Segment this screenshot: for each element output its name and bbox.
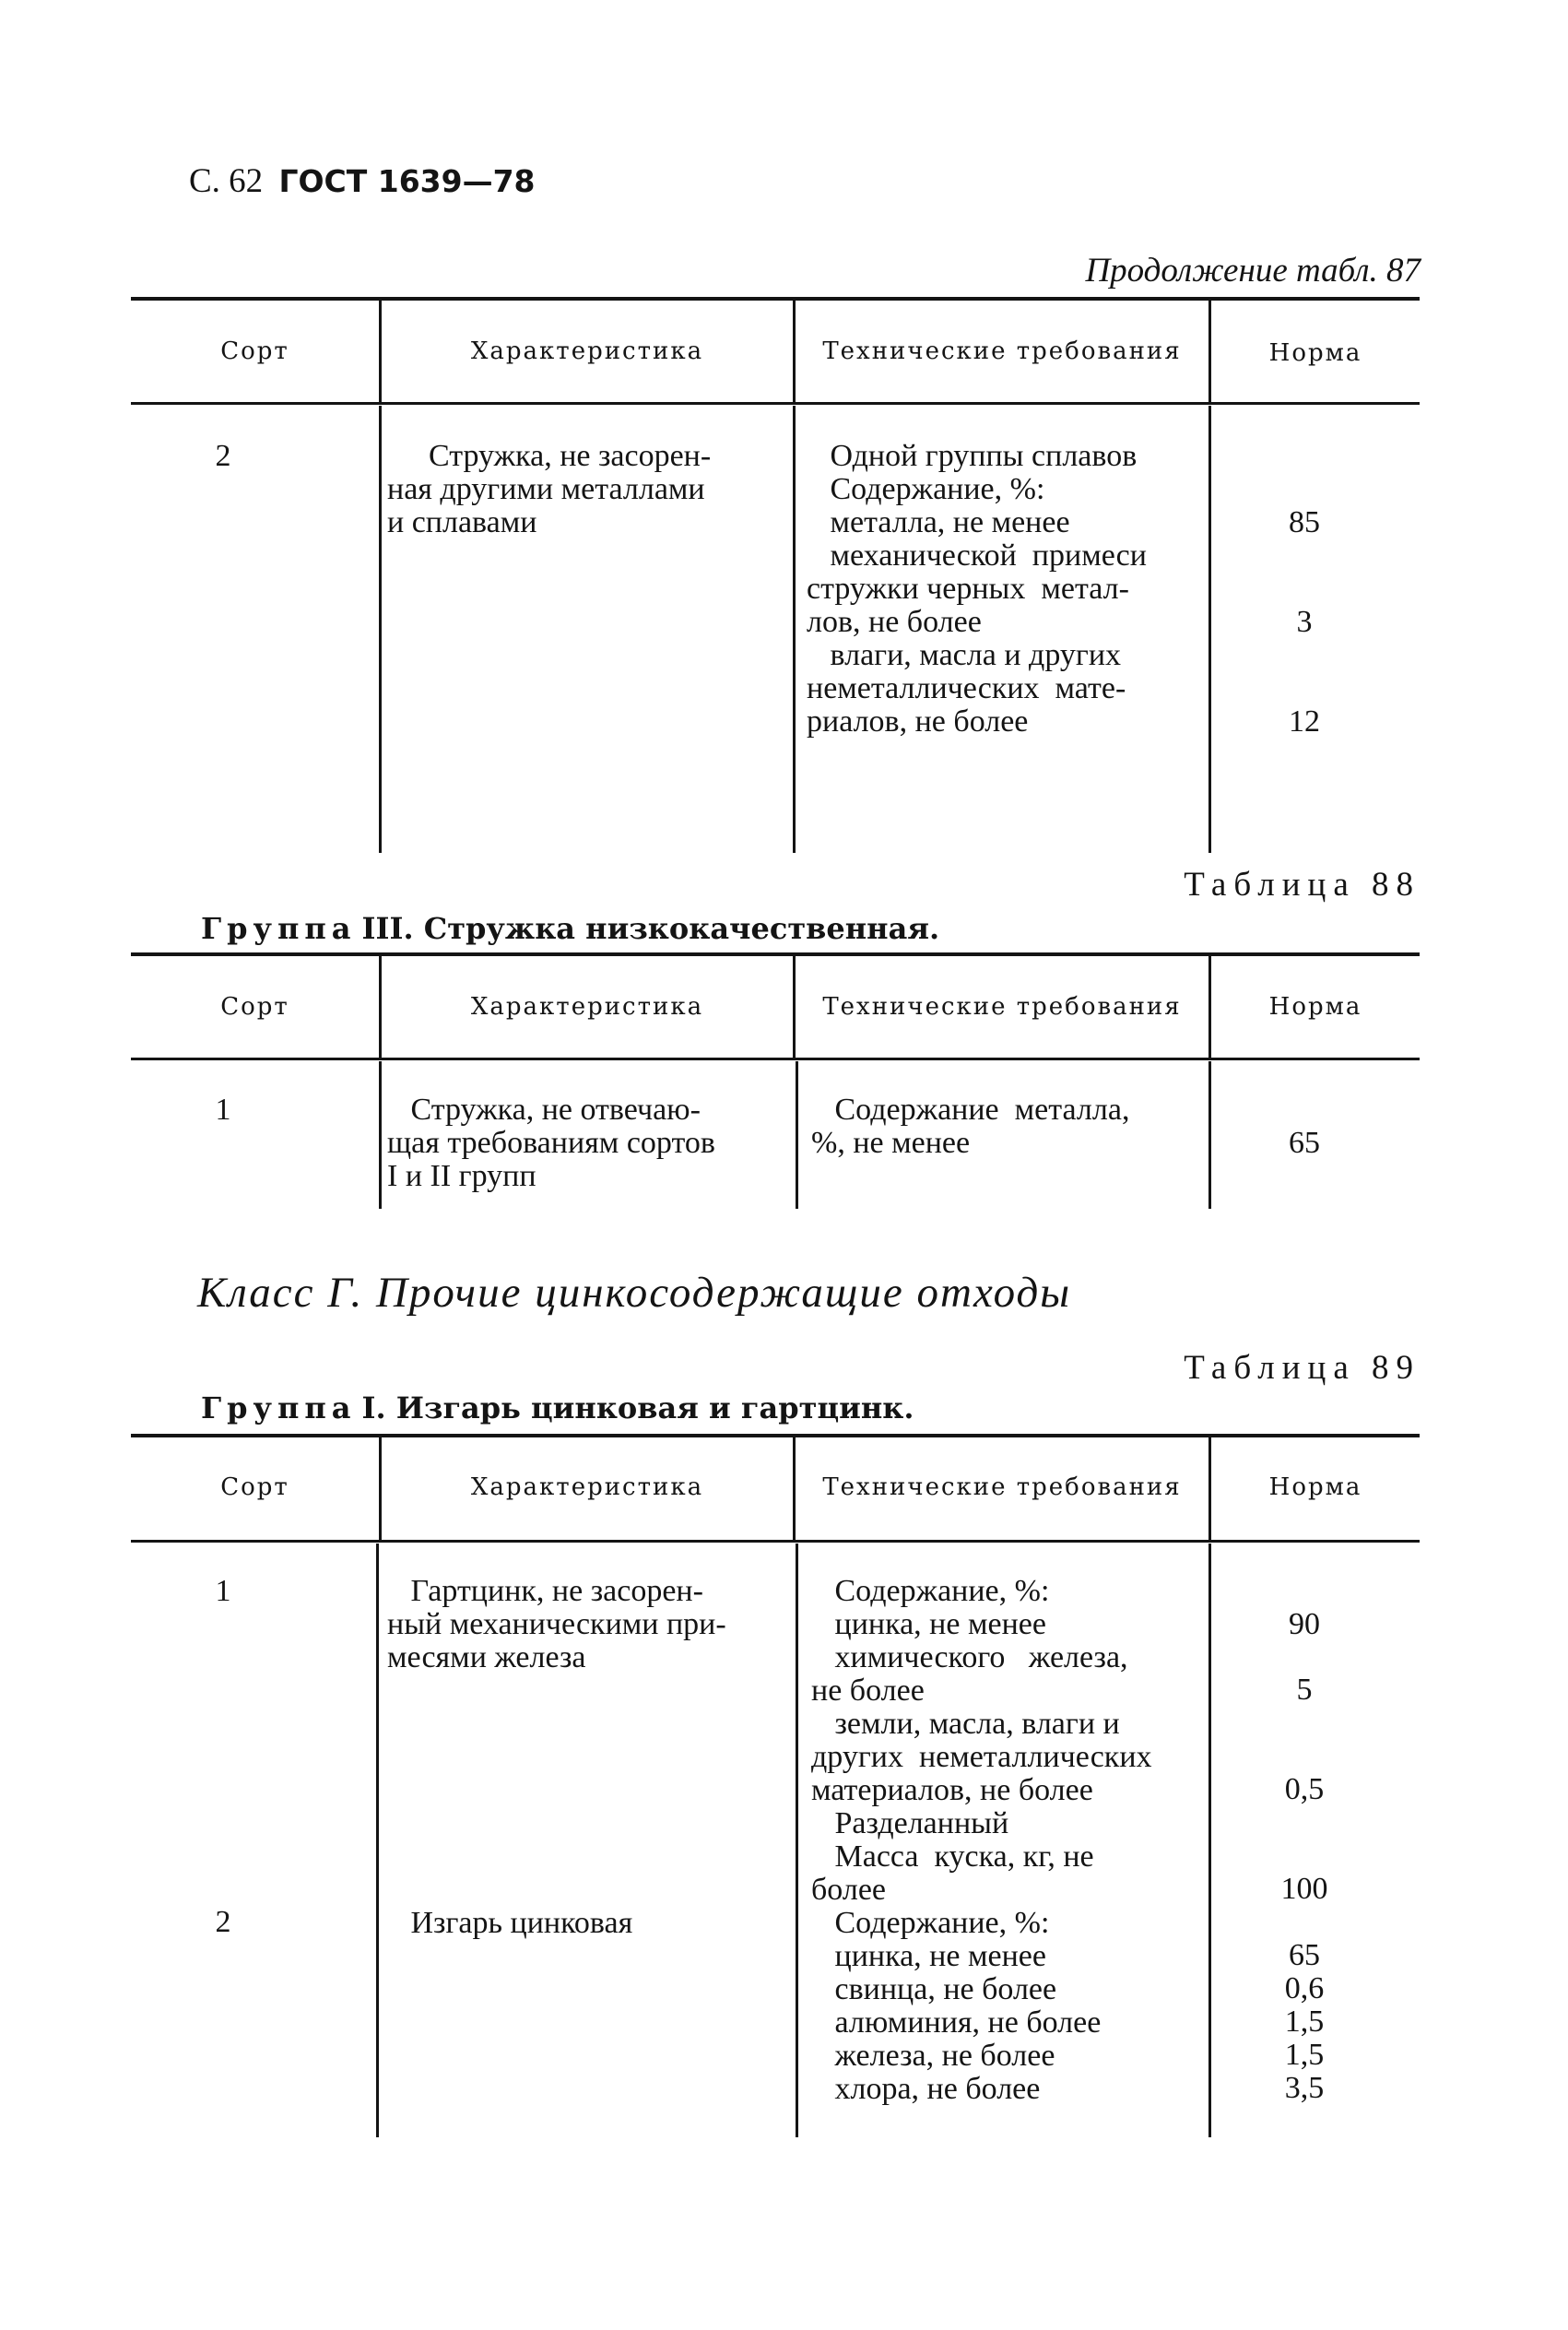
standard-number: ГОСТ 1639—78 <box>278 163 536 199</box>
header-requirements: Технические требования <box>822 993 1182 1021</box>
column-divider <box>376 1543 379 2137</box>
group-name: I. Изгарь цинковая и гартцинк. <box>361 1390 914 1425</box>
table-89-caption: Таблица 89 <box>1184 1349 1421 1387</box>
requirements-text: Содержание, %: цинка, не менее свинца, не более алюминия, не более железа, не более хлора, не более <box>834 1906 1102 2106</box>
characteristic-text: Стружка, не засорен- ная другими металлами и сплавами <box>387 439 712 539</box>
header-norm: Норма <box>1268 339 1362 367</box>
column-divider <box>1208 1061 1211 1209</box>
header-characteristic: Характеристика <box>470 337 704 365</box>
characteristic-text: Изгарь цинковая <box>387 1906 633 1940</box>
table-top-rule <box>131 1434 1420 1437</box>
class-title: Класс Г. Прочие цинкосодержащие отходы <box>197 1269 1072 1317</box>
header-sort: Сорт <box>220 337 289 365</box>
group-word: Группа <box>201 1390 357 1425</box>
sort-value: 1 <box>215 1093 231 1127</box>
group-word: Группа <box>201 911 357 946</box>
norm-value: 0,6 <box>1284 1971 1325 2005</box>
characteristic-text: Стружка, не отвечаю- щая требованиям сортов I и II групп <box>387 1093 715 1193</box>
column-divider <box>1208 1543 1211 2137</box>
column-divider <box>793 406 796 853</box>
requirements-text: Одной группы сплавов Содержание, %: металла, не менее механической примеси стружки черных метал- лов, не более влаги, масла и других неметаллических мате- риалов, не более <box>807 439 1147 739</box>
characteristic-text: Гартцинк, не засорен- ный механическими при- месями железа <box>387 1574 726 1674</box>
sort-value: 2 <box>215 1905 231 1939</box>
norm-value: 100 <box>1280 1872 1328 1906</box>
norm-value: 0,5 <box>1284 1772 1325 1806</box>
table-top-rule <box>131 297 1420 301</box>
group-title <box>201 911 939 946</box>
norm-value: 85 <box>1289 505 1320 539</box>
page-header <box>189 161 536 201</box>
table-88-caption: Таблица 88 <box>1184 866 1421 904</box>
column-divider <box>796 1061 798 1209</box>
header-requirements: Технические требования <box>822 1473 1182 1501</box>
group-title <box>201 1390 914 1425</box>
norm-value: 3 <box>1296 605 1313 639</box>
header-sort: Сорт <box>220 993 289 1021</box>
continuation-caption: Продолжение табл. 87 <box>1085 252 1421 290</box>
table-header-rule <box>131 1540 1420 1543</box>
requirements-text: Содержание металла, %, не менее <box>811 1093 1130 1160</box>
table-header-rule <box>131 1058 1420 1060</box>
sort-value: 1 <box>215 1574 231 1608</box>
requirements-text: Содержание, %: цинка, не менее химического железа, не более земли, масла, влаги и других неметаллических материалов, не более Разделанный Масса куска, кг, не более <box>811 1574 1152 1907</box>
header-sort: Сорт <box>220 1473 289 1501</box>
header-characteristic: Характеристика <box>470 1473 704 1501</box>
norm-value: 5 <box>1296 1673 1313 1707</box>
norm-value: 12 <box>1289 704 1320 739</box>
norm-value: 1,5 <box>1284 2038 1325 2072</box>
norm-value: 65 <box>1289 1938 1320 1972</box>
norm-value: 90 <box>1289 1607 1320 1641</box>
table-header-rule <box>131 402 1420 405</box>
column-divider <box>379 1061 382 1209</box>
header-norm: Норма <box>1268 993 1362 1021</box>
header-characteristic: Характеристика <box>470 993 704 1021</box>
header-norm: Норма <box>1268 1473 1362 1501</box>
norm-value: 1,5 <box>1284 2005 1325 2039</box>
header-requirements: Технические требования <box>822 337 1182 365</box>
column-divider <box>1208 406 1211 853</box>
table-top-rule <box>131 952 1420 956</box>
norm-value: 65 <box>1289 1126 1320 1160</box>
column-divider <box>379 406 382 853</box>
norm-value: 3,5 <box>1284 2071 1325 2105</box>
page-number: С. 62 <box>189 162 264 200</box>
group-name: III. Стружка низкокачественная. <box>361 911 940 946</box>
sort-value: 2 <box>215 439 231 473</box>
column-divider <box>796 1543 798 2137</box>
